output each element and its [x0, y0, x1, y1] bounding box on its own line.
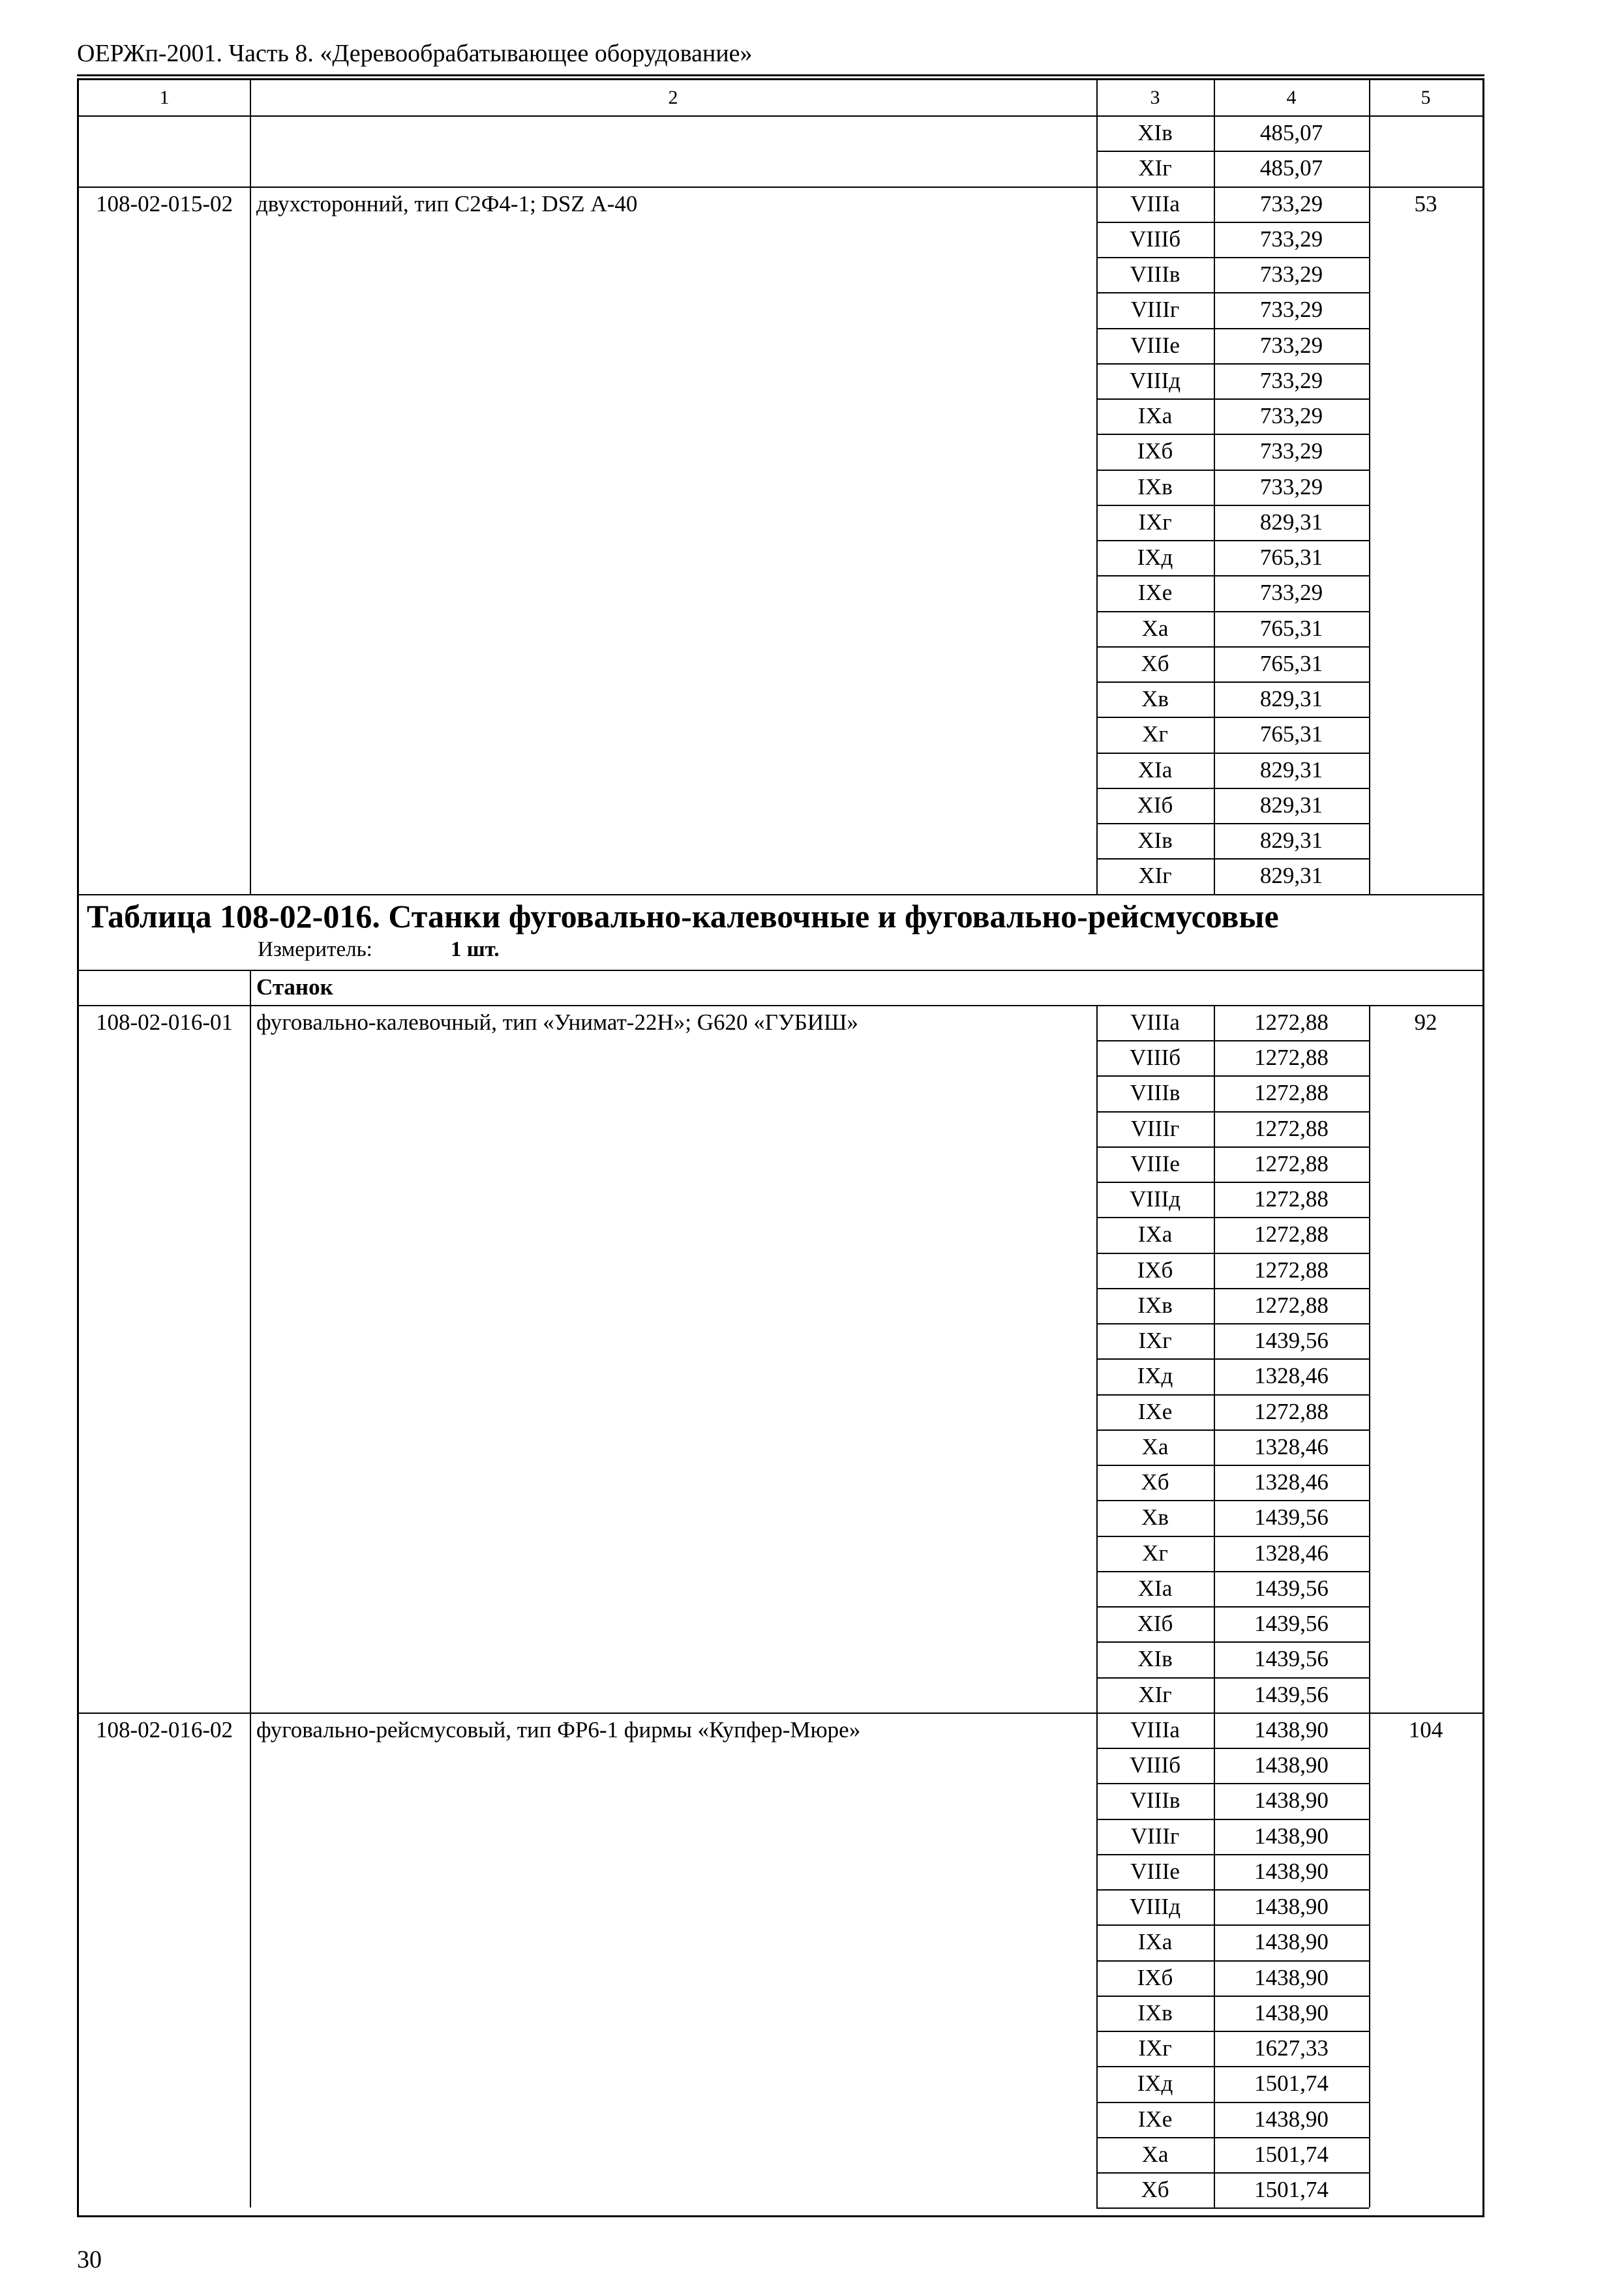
rate-value: 1438,90: [1254, 1752, 1329, 1778]
rate-value: 1439,56: [1254, 1328, 1329, 1353]
rate-value: 733,29: [1259, 226, 1323, 252]
rate-value: 1438,90: [1254, 1999, 1329, 2026]
column-header: 1: [159, 87, 170, 108]
rate-value: 1272,88: [1254, 1115, 1329, 1141]
zone-code: XIа: [1137, 1575, 1173, 1601]
rate-value: 1272,88: [1254, 1009, 1329, 1035]
grid-line: [1096, 2207, 1369, 2209]
grid-line: [250, 1005, 251, 1713]
zone-code: XIв: [1137, 1646, 1173, 1672]
rate-value: 1438,90: [1254, 1929, 1329, 1955]
rate-value: 1272,88: [1254, 1150, 1329, 1176]
rate-value: 733,29: [1259, 332, 1323, 358]
grid-line: [1369, 80, 1370, 115]
zone-code: Xа: [1141, 615, 1169, 641]
zone-code: XIг: [1138, 863, 1172, 889]
rate-value: 1439,56: [1254, 1681, 1329, 1707]
rate-value: 1272,88: [1254, 1221, 1329, 1248]
rate-value: 1439,56: [1254, 1646, 1329, 1672]
zone-code: Xг: [1142, 721, 1168, 747]
grid-line: [1369, 187, 1370, 894]
zone-code: IXа: [1137, 1221, 1173, 1248]
zone-code: IXг: [1138, 1328, 1172, 1353]
grid-line: [1214, 115, 1215, 187]
zone-code: IXб: [1137, 1257, 1173, 1283]
item-description: фуговально-калевочный, тип «Унимат-22Н»; G620 «ГУБИШ»: [256, 1009, 858, 1035]
grid-line: [1096, 1005, 1098, 1713]
page-number: 30: [77, 2246, 102, 2273]
zone-code: VIIIг: [1130, 297, 1180, 323]
column-header: 4: [1286, 87, 1297, 108]
zone-code: IXв: [1137, 1999, 1173, 2026]
rate-value: 485,07: [1259, 120, 1323, 145]
rate-value: 1438,90: [1254, 1823, 1329, 1849]
rate-value: 1501,74: [1254, 2141, 1329, 2167]
zone-code: XIг: [1138, 155, 1172, 181]
zone-code: VIIIа: [1130, 1009, 1180, 1035]
rate-value: 733,29: [1259, 403, 1323, 428]
rate-value: 765,31: [1259, 721, 1323, 747]
rate-value: 765,31: [1259, 545, 1323, 570]
rate-value: 829,31: [1259, 863, 1323, 889]
zone-code: XIа: [1137, 756, 1173, 783]
item-id: 108-02-015-02: [96, 190, 233, 217]
grid-line: [1214, 187, 1215, 894]
rate-value: 1272,88: [1254, 1186, 1329, 1212]
rate-value: 733,29: [1259, 297, 1323, 323]
zone-code: Xа: [1141, 2141, 1169, 2167]
grid-line: [250, 970, 251, 1005]
rate-value: 733,29: [1259, 438, 1323, 464]
rate-value: 733,29: [1259, 473, 1323, 500]
zone-code: Xа: [1141, 1433, 1169, 1459]
zone-code: XIб: [1137, 792, 1173, 818]
rate-value: 1272,88: [1254, 1045, 1329, 1070]
item-id: 108-02-016-01: [96, 1009, 233, 1035]
item-col5: 92: [1414, 1009, 1437, 1035]
item-col5: 53: [1414, 190, 1437, 217]
column-header: 2: [668, 87, 678, 108]
meter-label: Измеритель:: [258, 937, 372, 961]
grid-line: [1096, 115, 1098, 187]
zone-code: VIIIв: [1130, 1788, 1180, 1814]
grid-line: [250, 115, 251, 187]
grid-line: [250, 80, 251, 115]
zone-code: IXд: [1137, 2071, 1173, 2097]
rate-value: 1627,33: [1254, 2035, 1329, 2061]
zone-code: XIв: [1137, 120, 1173, 145]
rate-value: 1328,46: [1254, 1433, 1329, 1459]
meter-value: 1 шт.: [451, 937, 500, 961]
grid-line: [1369, 115, 1370, 187]
zone-code: IXг: [1138, 509, 1172, 535]
page-header: ОЕРЖп-2001. Часть 8. «Деревообрабатывающее оборудование»: [77, 40, 753, 67]
grid-line: [1214, 1005, 1215, 1713]
grid-line: [1096, 1713, 1098, 2208]
rate-value: 829,31: [1259, 792, 1323, 818]
item-col5: 104: [1408, 1716, 1443, 1743]
zone-code: IXд: [1137, 545, 1173, 570]
rate-value: 733,29: [1259, 580, 1323, 606]
zone-code: VIIIе: [1130, 1858, 1180, 1884]
rate-value: 485,07: [1259, 155, 1323, 181]
zone-code: IXе: [1137, 580, 1173, 606]
rate-value: 1272,88: [1254, 1292, 1329, 1318]
zone-code: VIIIв: [1130, 262, 1180, 287]
zone-code: IXв: [1137, 1292, 1173, 1318]
rate-value: 1272,88: [1254, 1398, 1329, 1424]
zone-code: XIб: [1137, 1611, 1173, 1636]
zone-code: Xг: [1142, 1540, 1168, 1566]
rate-value: 1439,56: [1254, 1504, 1329, 1531]
zone-code: XIг: [1138, 1681, 1172, 1707]
zone-code: IXг: [1138, 2035, 1172, 2061]
rate-value: 765,31: [1259, 650, 1323, 676]
rate-value: 1328,46: [1254, 1363, 1329, 1389]
grid-line: [1096, 80, 1098, 115]
item-description: двухсторонний, тип С2Ф4-1; DSZ А-40: [256, 190, 638, 217]
zone-code: VIIIг: [1130, 1823, 1180, 1849]
zone-code: VIIIе: [1130, 1150, 1180, 1176]
rate-value: 1328,46: [1254, 1469, 1329, 1495]
grid-line: [1096, 187, 1098, 894]
rate-value: 1438,90: [1254, 1894, 1329, 1919]
grid-line: [1369, 1005, 1370, 1713]
zone-code: VIIIб: [1129, 1045, 1181, 1070]
rate-value: 1501,74: [1254, 2071, 1329, 2097]
grid-line: [1214, 1713, 1215, 2208]
zone-code: VIIIд: [1129, 1186, 1181, 1212]
grid-line: [250, 1713, 251, 2208]
section-heading: Станок: [256, 974, 333, 1000]
rate-value: 1272,88: [1254, 1080, 1329, 1106]
rate-value: 765,31: [1259, 615, 1323, 641]
zone-code: IXа: [1137, 1929, 1173, 1955]
rate-value: 1438,90: [1254, 1716, 1329, 1743]
rate-value: 733,29: [1259, 262, 1323, 287]
column-header: 3: [1150, 87, 1160, 108]
rate-value: 829,31: [1259, 509, 1323, 535]
zone-code: IXб: [1137, 438, 1173, 464]
zone-code: VIIIа: [1130, 190, 1180, 217]
rate-value: 1438,90: [1254, 1964, 1329, 1990]
item-description: фуговально-рейсмусовый, тип ФР6-1 фирмы «Купфер-Мюре»: [256, 1716, 861, 1743]
rate-value: 829,31: [1259, 756, 1323, 783]
rate-value: 1328,46: [1254, 1540, 1329, 1566]
zone-code: XIв: [1137, 828, 1173, 853]
zone-code: Xб: [1141, 2177, 1169, 2202]
grid-line: [250, 187, 251, 894]
column-header: 5: [1421, 87, 1431, 108]
rate-value: 829,31: [1259, 828, 1323, 853]
zone-code: VIIIд: [1129, 367, 1181, 393]
zone-code: VIIIг: [1130, 1115, 1180, 1141]
zone-code: IXе: [1137, 1398, 1173, 1424]
rate-value: 733,29: [1259, 190, 1323, 217]
rate-value: 1272,88: [1254, 1257, 1329, 1283]
rate-value: 733,29: [1259, 367, 1323, 393]
zone-code: VIIIб: [1129, 226, 1181, 252]
zone-code: IXе: [1137, 2106, 1173, 2132]
rate-value: 829,31: [1259, 686, 1323, 711]
table-title: Таблица 108-02-016. Станки фуговально-калевочные и фуговально-рейсмусовые: [87, 897, 1279, 935]
zone-code: VIIIа: [1130, 1716, 1180, 1743]
grid-line: [1369, 1713, 1370, 2208]
zone-code: VIIIв: [1130, 1080, 1180, 1106]
zone-code: VIIIб: [1129, 1752, 1181, 1778]
rates-table: [77, 78, 1484, 2217]
rate-value: 1501,74: [1254, 2177, 1329, 2202]
zone-code: Xб: [1141, 650, 1169, 676]
header-rule: [77, 74, 1484, 76]
zone-code: Xв: [1141, 686, 1169, 711]
grid-line: [79, 894, 1482, 895]
item-id: 108-02-016-02: [96, 1716, 233, 1743]
grid-line: [1214, 80, 1215, 115]
zone-code: IXб: [1137, 1964, 1173, 1990]
zone-code: IXа: [1137, 403, 1173, 428]
rate-value: 1438,90: [1254, 1788, 1329, 1814]
zone-code: VIIIе: [1130, 332, 1180, 358]
rate-value: 1439,56: [1254, 1611, 1329, 1636]
zone-code: Xв: [1141, 1504, 1169, 1531]
zone-code: IXд: [1137, 1363, 1173, 1389]
rate-value: 1439,56: [1254, 1575, 1329, 1601]
zone-code: Xб: [1141, 1469, 1169, 1495]
zone-code: IXв: [1137, 473, 1173, 500]
rate-value: 1438,90: [1254, 1858, 1329, 1884]
rate-value: 1438,90: [1254, 2106, 1329, 2132]
zone-code: VIIIд: [1129, 1894, 1181, 1919]
